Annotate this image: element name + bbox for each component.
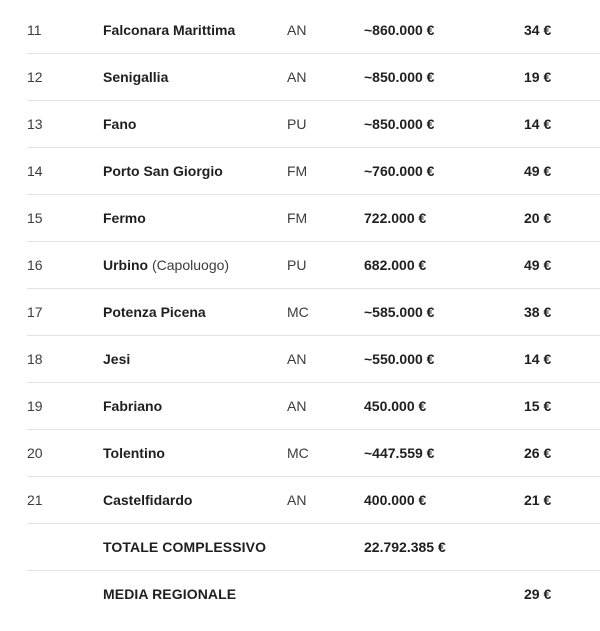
average-row <box>27 570 600 617</box>
province-code: MC <box>287 304 309 320</box>
city-name: Fabriano <box>103 398 163 414</box>
price-per-unit: 19 € <box>524 69 552 85</box>
city-name: Potenza Picena <box>103 304 206 320</box>
price-per-unit: 21 € <box>524 492 552 508</box>
province-code: PU <box>287 116 307 132</box>
table-row <box>27 100 600 147</box>
price-per-unit: 26 € <box>524 445 552 461</box>
total-row <box>27 523 600 570</box>
total-value: ~860.000 € <box>364 22 435 38</box>
average-price: 29 € <box>524 586 552 602</box>
row-number: 11 <box>27 22 42 38</box>
table-row <box>27 7 600 53</box>
row-number: 14 <box>27 163 43 179</box>
table-row <box>27 429 600 476</box>
province-code: MC <box>287 445 309 461</box>
total-value: ~447.559 € <box>364 445 435 461</box>
row-number: 21 <box>27 492 43 508</box>
city-name: Senigallia <box>103 69 169 85</box>
table-row <box>27 194 600 241</box>
city-name: Jesi <box>103 351 131 367</box>
total-value: 22.792.385 € <box>364 539 446 555</box>
city-name: Tolentino <box>103 445 165 461</box>
city-name: Fermo <box>103 210 146 226</box>
total-label: TOTALE COMPLESSIVO <box>103 539 267 555</box>
province-code: FM <box>287 163 308 179</box>
city-name: Falconara Marittima <box>103 22 236 38</box>
price-per-unit: 49 € <box>524 163 552 179</box>
row-number: 13 <box>27 116 43 132</box>
price-per-unit: 34 € <box>524 22 552 38</box>
table-body <box>27 7 600 523</box>
city-name <box>103 242 229 288</box>
city-note: (Capoluogo) <box>152 257 230 273</box>
price-per-unit: 14 € <box>524 351 552 367</box>
table-row <box>27 288 600 335</box>
row-number: 18 <box>27 351 43 367</box>
price-per-unit: 14 € <box>524 116 552 132</box>
row-number: 15 <box>27 210 43 226</box>
row-number: 20 <box>27 445 43 461</box>
price-per-unit: 15 € <box>524 398 552 414</box>
city-name-text: Urbino <box>103 257 149 273</box>
province-code: AN <box>287 22 307 38</box>
row-number: 16 <box>27 257 43 273</box>
total-value: ~760.000 € <box>364 163 435 179</box>
total-value: 722.000 € <box>364 210 427 226</box>
province-code: FM <box>287 210 308 226</box>
province-code: AN <box>287 69 307 85</box>
province-code: PU <box>287 257 307 273</box>
price-per-unit: 49 € <box>524 257 552 273</box>
row-number: 17 <box>27 304 43 320</box>
price-per-unit: 38 € <box>524 304 552 320</box>
city-name: Castelfidardo <box>103 492 193 508</box>
average-label: MEDIA REGIONALE <box>103 586 237 602</box>
province-code: AN <box>287 398 307 414</box>
table-row <box>27 241 600 288</box>
city-name: Porto San Giorgio <box>103 163 223 179</box>
price-per-unit: 20 € <box>524 210 552 226</box>
table-row <box>27 335 600 382</box>
total-value: 400.000 € <box>364 492 427 508</box>
province-code: AN <box>287 351 307 367</box>
table-row <box>27 147 600 194</box>
province-code: AN <box>287 492 307 508</box>
total-value: 450.000 € <box>364 398 427 414</box>
total-value: 682.000 € <box>364 257 427 273</box>
total-value: ~850.000 € <box>364 69 435 85</box>
data-table <box>27 7 600 617</box>
total-value: ~850.000 € <box>364 116 435 132</box>
table-row <box>27 382 600 429</box>
row-number: 12 <box>27 69 43 85</box>
row-number: 19 <box>27 398 43 414</box>
total-value: ~585.000 € <box>364 304 435 320</box>
table-row <box>27 476 600 523</box>
city-name: Fano <box>103 116 137 132</box>
table-row <box>27 53 600 100</box>
total-value: ~550.000 € <box>364 351 435 367</box>
